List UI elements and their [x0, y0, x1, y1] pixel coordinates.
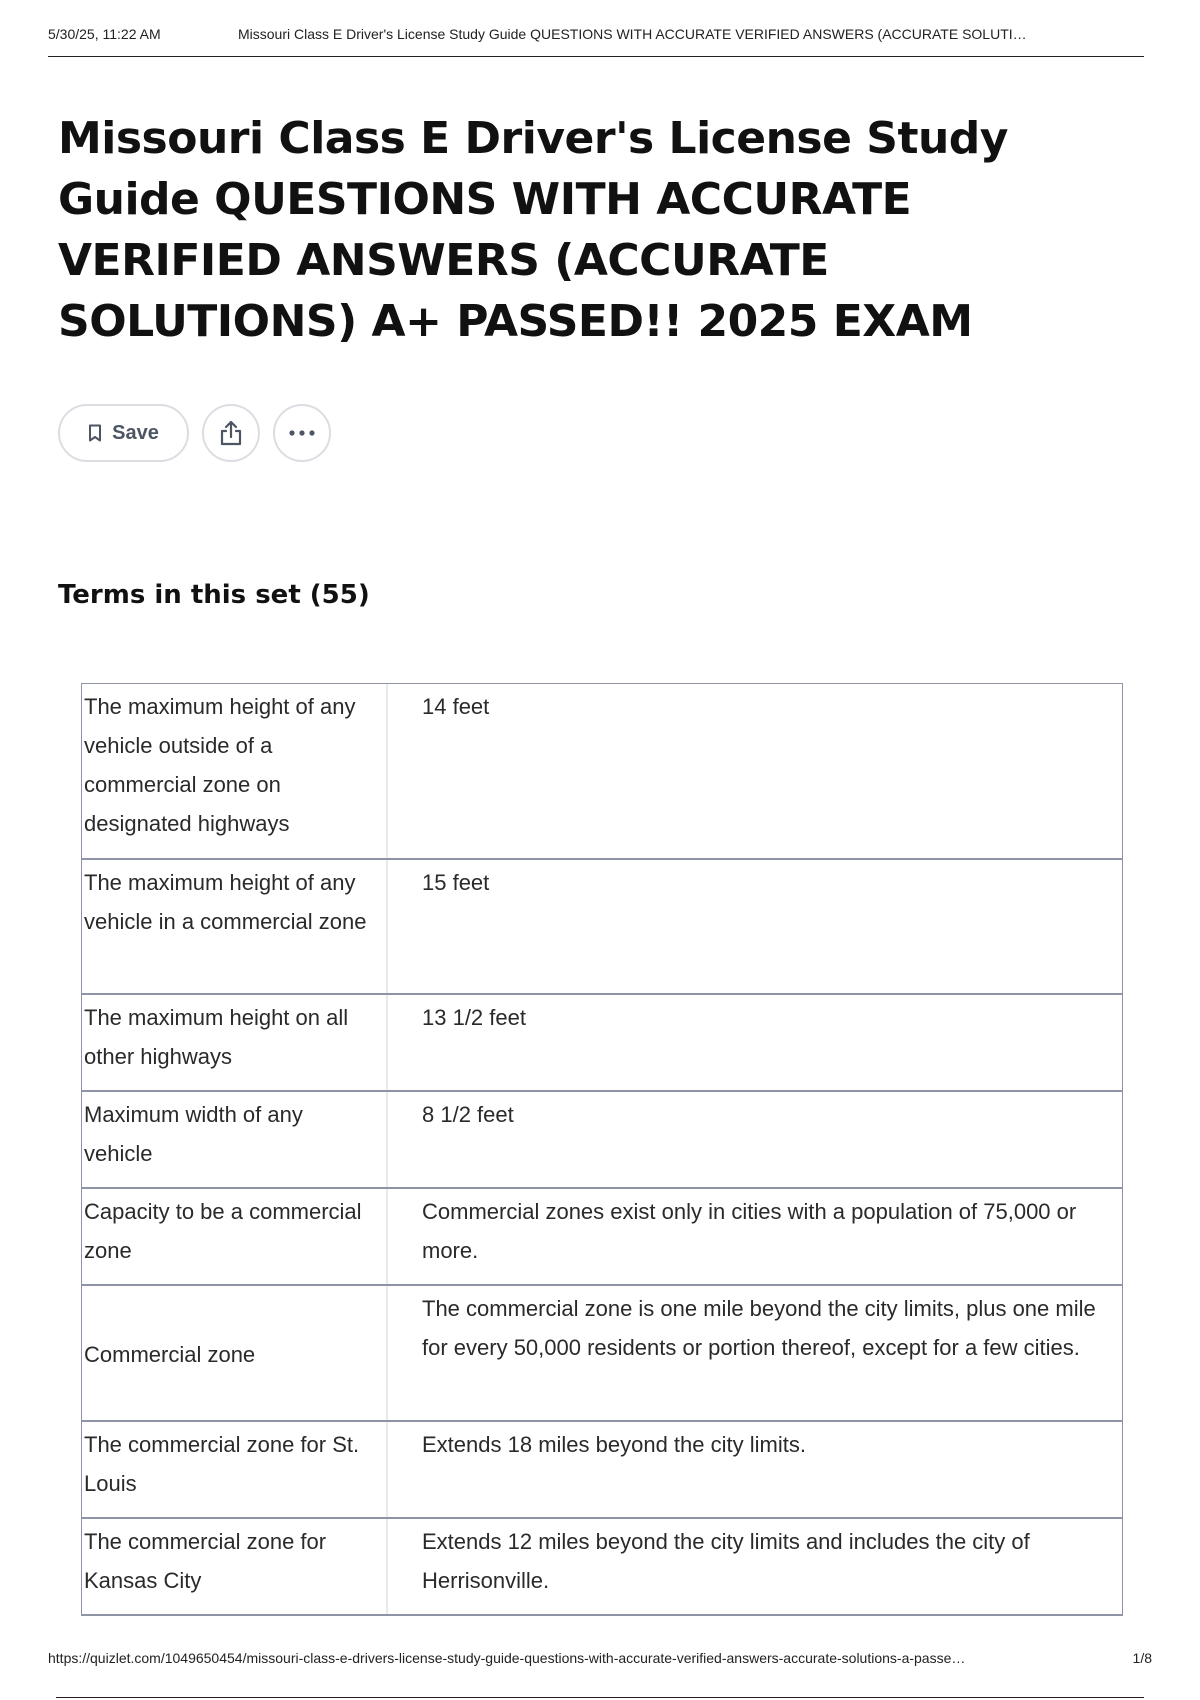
term-cell: Maximum width of any vehicle [82, 1092, 388, 1187]
definition-cell: 13 1/2 feet [422, 1005, 526, 1030]
table-row [82, 684, 1122, 860]
term-cell: The maximum height on all other highways [82, 995, 388, 1090]
term-cell: The commercial zone for Kansas City [82, 1519, 388, 1614]
table-row [82, 1422, 1122, 1519]
bookmark-icon [88, 424, 102, 442]
print-date: 5/30/25, 11:22 AM [48, 26, 161, 42]
table-row [82, 1519, 1122, 1616]
definition-cell: Extends 12 miles beyond the city limits and includes the city of Herrisonville. [422, 1529, 1030, 1593]
footer-divider [56, 1697, 1144, 1698]
term-cell: Capacity to be a commercial zone [82, 1189, 388, 1284]
table-row [82, 1286, 1122, 1422]
action-bar [58, 404, 331, 462]
terms-heading: Terms in this set (55) [58, 580, 370, 610]
definition-cell: Commercial zones exist only in cities with a population of 75,000 or more. [422, 1199, 1077, 1263]
print-header [48, 26, 1144, 57]
save-label: Save [112, 421, 159, 444]
save-button[interactable] [58, 404, 189, 462]
page-url: https://quizlet.com/1049650454/missouri-class-e-drivers-license-study-guide-questions-with-accurate-verified-answers-accurate-solutions-a-passe… [48, 1650, 966, 1666]
table-row [82, 1189, 1122, 1286]
term-cell: The maximum height of any vehicle outside of a commercial zone on designated highways [82, 684, 388, 858]
more-icon [288, 429, 316, 437]
page-title: Missouri Class E Driver's License Study Guide QUESTIONS WITH ACCURATE VERIFIED ANSWERS (ACCURATE SOLUTIONS) A+ PASSED!! 2025 EXAM [58, 113, 1008, 347]
terms-table [81, 683, 1123, 1616]
share-icon [218, 419, 244, 447]
term-cell: The commercial zone for St. Louis [82, 1422, 388, 1517]
definition-cell: 15 feet [422, 870, 490, 895]
definition-cell: Extends 18 miles beyond the city limits. [422, 1432, 806, 1457]
print-footer [48, 1650, 1152, 1666]
print-doc-title: Missouri Class E Driver's License Study Guide QUESTIONS WITH ACCURATE VERIFIED ANSWERS (ACCURATE SOLUTI… [238, 26, 1027, 42]
page-number: 1/8 [1132, 1650, 1152, 1666]
term-cell: Commercial zone [82, 1286, 388, 1420]
more-options-button[interactable] [273, 404, 331, 462]
definition-cell: 14 feet [422, 694, 490, 719]
table-row [82, 1092, 1122, 1189]
table-row [82, 860, 1122, 995]
definition-cell: 8 1/2 feet [422, 1102, 514, 1127]
share-button[interactable] [202, 404, 260, 462]
term-cell: The maximum height of any vehicle in a commercial zone [82, 860, 388, 993]
table-row [82, 995, 1122, 1092]
definition-cell: The commercial zone is one mile beyond the city limits, plus one mile for every 50,000 residents or portion thereof, except for a few cities. [422, 1296, 1096, 1360]
